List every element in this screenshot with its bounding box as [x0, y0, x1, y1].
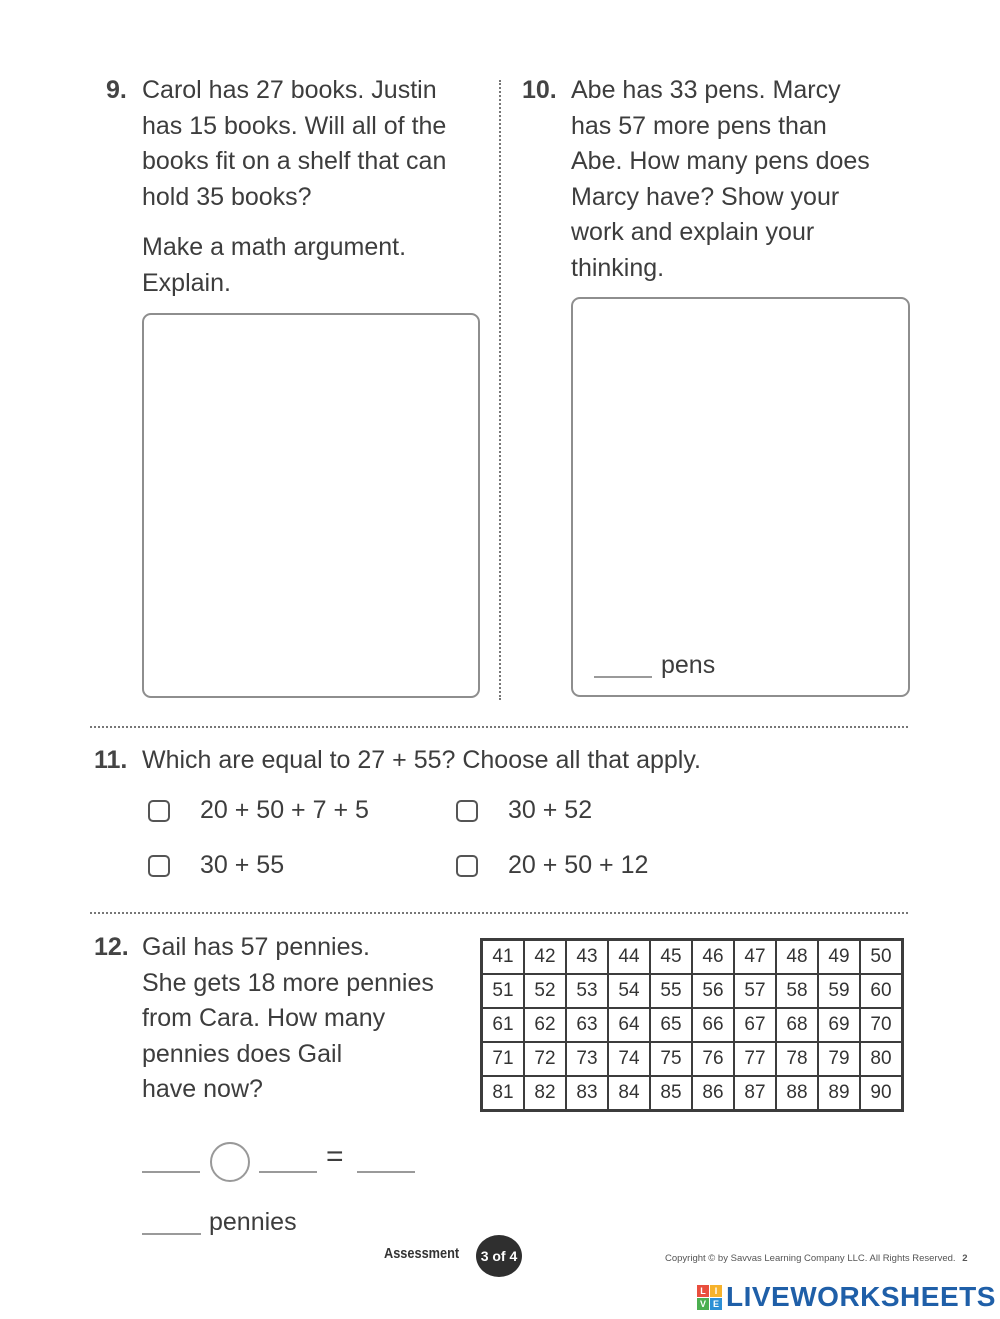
q11-choice-1[interactable]	[148, 796, 369, 825]
hundred-chart-cell: 55	[650, 974, 692, 1008]
q10-answer-box[interactable]	[571, 297, 910, 697]
q12-answer-blank[interactable]	[142, 1233, 201, 1235]
hundred-chart-cell: 58	[776, 974, 818, 1008]
hundred-chart-row	[482, 1076, 903, 1111]
hundred-chart-cell: 69	[818, 1008, 860, 1042]
hundred-chart-cell: 59	[818, 974, 860, 1008]
q11-question: Which are equal to 27 + 55? Choose all that apply.	[142, 746, 701, 774]
hundred-chart-cell: 62	[524, 1008, 566, 1042]
hundred-chart-cell: 81	[482, 1076, 525, 1111]
hundred-chart-cell: 53	[566, 974, 608, 1008]
q10-line: Marcy have? Show your	[571, 182, 840, 211]
hundred-chart-cell: 45	[650, 940, 692, 975]
hundred-chart-cell: 42	[524, 940, 566, 975]
q12-addend-blank-1[interactable]	[142, 1171, 200, 1173]
hundred-chart-cell: 65	[650, 1008, 692, 1042]
q11-choice-3[interactable]	[148, 851, 284, 880]
q10-text	[571, 73, 870, 286]
q9-prompt-line: Make a math argument.	[142, 233, 407, 261]
checkbox[interactable]	[148, 800, 170, 822]
q11-number: 11.	[94, 746, 128, 774]
page-number: 2	[962, 1253, 968, 1264]
hundred-chart-cell: 43	[566, 940, 608, 975]
assessment-label: Assessment	[384, 1245, 460, 1262]
q12-line: have now?	[142, 1075, 263, 1103]
hundred-chart-row	[482, 974, 903, 1008]
q9-prompt-line: Explain.	[142, 268, 231, 297]
q12-text	[142, 930, 434, 1108]
hundred-chart-cell: 84	[608, 1076, 650, 1111]
hundred-chart-cell: 64	[608, 1008, 650, 1042]
checkbox[interactable]	[148, 855, 170, 877]
choice-label: 20 + 50 + 7 + 5	[200, 796, 369, 824]
q9-line: Carol has 27 books. Justin	[142, 76, 437, 104]
hundred-chart	[480, 938, 904, 1112]
hundred-chart-cell: 52	[524, 974, 566, 1008]
checkbox[interactable]	[456, 855, 478, 877]
q9-text	[142, 73, 446, 215]
logo-block: L	[697, 1285, 709, 1297]
hundred-chart-cell: 78	[776, 1042, 818, 1076]
logo-text: LIVEWORKSHEETS	[726, 1281, 996, 1312]
q9-line: books fit on a shelf that can	[142, 147, 447, 175]
q12-line: from Cara. How many	[142, 1004, 386, 1032]
q12-line: pennies does Gail	[142, 1039, 343, 1068]
q12-line: She gets 18 more pennies	[142, 968, 434, 997]
choice-label: 20 + 50 + 12	[508, 851, 649, 879]
hundred-chart-cell: 57	[734, 974, 776, 1008]
q12-sum-blank[interactable]	[357, 1171, 415, 1173]
hundred-chart-cell: 82	[524, 1076, 566, 1111]
checkbox[interactable]	[456, 800, 478, 822]
q12-operator-circle[interactable]	[210, 1142, 250, 1182]
q10-number: 10.	[522, 76, 557, 104]
choice-label: 30 + 55	[200, 851, 285, 879]
q10-line: work and explain your	[571, 218, 815, 246]
hundred-chart-cell: 90	[860, 1076, 903, 1111]
q9-number: 9.	[106, 76, 127, 104]
hundred-chart-cell: 54	[608, 974, 650, 1008]
hundred-chart-cell: 73	[566, 1042, 608, 1076]
copyright-text	[665, 1253, 968, 1264]
hundred-chart-cell: 44	[608, 940, 650, 975]
logo-block: I	[710, 1285, 722, 1297]
hundred-chart-cell: 46	[692, 940, 734, 975]
liveworksheets-logo[interactable]	[697, 1281, 996, 1313]
hundred-chart-cell: 56	[692, 974, 734, 1008]
q12-answer-unit: pennies	[209, 1208, 297, 1236]
hundred-chart-cell: 51	[482, 974, 525, 1008]
column-divider	[499, 80, 501, 700]
hundred-chart-cell: 74	[608, 1042, 650, 1076]
q10-answer-blank[interactable]	[594, 676, 652, 678]
hundred-chart-cell: 72	[524, 1042, 566, 1076]
q10-line: thinking.	[571, 253, 665, 282]
page-badge: 3 of 4	[476, 1235, 522, 1277]
q11-choice-4[interactable]	[456, 851, 648, 880]
hundred-chart-cell: 66	[692, 1008, 734, 1042]
hundred-chart-cell: 61	[482, 1008, 525, 1042]
logo-block: V	[697, 1298, 709, 1310]
hundred-chart-cell: 83	[566, 1076, 608, 1111]
q10-line: has 57 more pens than	[571, 111, 827, 140]
q12-equals-sign: =	[326, 1140, 344, 1173]
q10-line: Abe has 33 pens. Marcy	[571, 76, 841, 104]
q10-answer-unit: pens	[661, 651, 716, 679]
hundred-chart-cell: 76	[692, 1042, 734, 1076]
choice-label: 30 + 52	[508, 796, 593, 824]
hundred-chart-cell: 60	[860, 974, 903, 1008]
hundred-chart-cell: 77	[734, 1042, 776, 1076]
hundred-chart-cell: 70	[860, 1008, 903, 1042]
hundred-chart-cell: 67	[734, 1008, 776, 1042]
hundred-chart-cell: 50	[860, 940, 903, 975]
hundred-chart-cell: 63	[566, 1008, 608, 1042]
hundred-chart-cell: 80	[860, 1042, 903, 1076]
q12-line: Gail has 57 pennies.	[142, 933, 370, 961]
copyright-notice: Copyright © by Savvas Learning Company LLC. All Rights Reserved.	[665, 1253, 956, 1264]
q9-prompt	[142, 230, 406, 301]
hundred-chart-cell: 75	[650, 1042, 692, 1076]
q9-line: hold 35 books?	[142, 182, 312, 211]
hundred-chart-cell: 88	[776, 1076, 818, 1111]
hundred-chart-cell: 48	[776, 940, 818, 975]
hundred-chart-cell: 47	[734, 940, 776, 975]
hundred-chart-cell: 89	[818, 1076, 860, 1111]
hundred-chart-cell: 86	[692, 1076, 734, 1111]
q12-addend-blank-2[interactable]	[259, 1171, 317, 1173]
hundred-chart-cell: 49	[818, 940, 860, 975]
q11-choice-2[interactable]	[456, 796, 592, 825]
section-divider	[90, 726, 908, 728]
q12-number: 12.	[94, 933, 129, 961]
q10-line: Abe. How many pens does	[571, 147, 870, 175]
hundred-chart-row	[482, 1008, 903, 1042]
logo-block: E	[710, 1298, 722, 1310]
hundred-chart-row	[482, 940, 903, 975]
logo-blocks-icon	[697, 1285, 722, 1310]
hundred-chart-cell: 71	[482, 1042, 525, 1076]
hundred-chart-cell: 41	[482, 940, 525, 975]
hundred-chart-cell: 68	[776, 1008, 818, 1042]
q9-answer-box[interactable]	[142, 313, 480, 698]
hundred-chart-cell: 87	[734, 1076, 776, 1111]
hundred-chart-row	[482, 1042, 903, 1076]
hundred-chart-cell: 79	[818, 1042, 860, 1076]
section-divider	[90, 912, 908, 914]
hundred-chart-cell: 85	[650, 1076, 692, 1111]
q9-line: has 15 books. Will all of the	[142, 111, 447, 140]
